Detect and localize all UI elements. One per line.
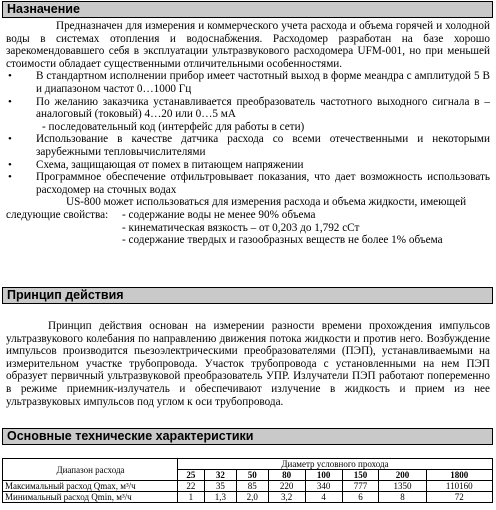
section-header-purpose: Назначение [2,1,493,18]
table-row [3,492,493,503]
diameter-cell: 80 [268,470,305,481]
purpose-intro: Предназначен для измерения и коммерческого учета расхода и объема горячей и холодной воды в системах отопления и водоснабжения. Расходомер разработан на базе хорошо зарекомендовавшего себя в эксплуатации ультразвукового расходомера UFM-001, но при меньшей стоимости обладает существенными отличительными особенностями. [6,20,490,70]
principle-text: Принцип действия основан на измерении разности времени прохождения импульсов ультразвукового колебания по направлению движения потока жидкости и против него. Возбуждение импульсов производится пьезоэлектрическими преобразователями (ПЭП), устанавливаемыми на измерительном участке трубопровода. Участок трубопровода с установленными на нем ПЭП образует первичный ультразвуковой преобразователь УПР. Излучатели ПЭП работают попеременно в режиме приемник-излучатель и обеспечивают излучение в жидкость и прием из нее ультразвуковых импульсов под углом к оси трубопровода. [6,320,490,408]
diameter-cell: 100 [305,470,342,481]
table-cell: 1350 [379,481,426,492]
diameter-cell: 150 [342,470,379,481]
bullet-item [6,133,490,158]
properties-label: следующие свойства: [6,208,109,221]
purpose-section [6,20,490,247]
property-item: - кинематическая вязкость – от 0,203 до 1,792 сСт [122,221,360,234]
table-row [3,481,493,492]
bullet-text: По желанию заказчика устанавливается преобразователь частотного выходного сигнала в – аналоговый (токовый) 4…20 или 0…5 мА [36,95,490,121]
table-cell: 4 [305,492,342,503]
table-cell: 6 [342,492,379,503]
table-cell: 340 [305,481,342,492]
table-cell: 220 [268,481,305,492]
bullet-item [6,171,490,196]
bullet-marker: • [8,158,12,171]
diameter-cell: 1800 [426,470,493,481]
bullet-marker: • [8,171,12,184]
table-cell: 1 [178,492,205,503]
bullet-marker: • [8,95,12,108]
bullet-sub-item: - последовательный код (интерфейс для работы в сети) [42,120,305,133]
bullet-text: Схема, защищающая от помех в питающем напряжении [36,158,304,171]
properties-list [6,209,490,247]
bullet-item [6,70,490,95]
diameter-cell: 32 [204,470,236,481]
specs-table [2,458,493,503]
row-label: Минимальный расход Qmin, м³/ч [3,492,178,503]
table-row [3,459,493,470]
table-cell: 110160 [426,481,493,492]
diameter-cell: 200 [379,470,426,481]
bullet-marker: • [8,70,12,83]
section-header-principle: Принцип действия [2,287,493,304]
table-cell: 72 [426,492,493,503]
property-item: - содержание воды не менее 90% объема [122,208,316,221]
diameter-cell: 50 [236,470,268,481]
principle-section [6,320,490,408]
bullet-item [6,159,490,172]
table-cell: 2,0 [236,492,268,503]
table-cell: 777 [342,481,379,492]
table-cell: 8 [379,492,426,503]
bullet-text: В стандартном исполнении прибор имеет частотный выход в форме меандра с амплитудой 5 В и диапазоном частот 0…1000 Гц [36,70,490,95]
table-cell: 22 [178,481,205,492]
range-header: Диапазон расхода [3,459,178,481]
row-label: Максимальный расход Qmax, м³/ч [3,481,178,492]
table-cell: 1,3 [204,492,236,503]
property-item: - содержание твердых и газообразных веществ не более 1% объема [122,234,443,247]
bullet-text: Программное обеспечение отфильтровывает показания, что дает возможность использовать расходомер на сточных водах [36,171,490,196]
bullet-text: Использование в качестве датчика расхода со всеми отечественными и некоторыми зарубежными тепловычислителями [36,133,490,158]
diameter-header: Диаметр условного прохода [178,459,493,470]
bullet-item [6,96,490,121]
table-cell: 35 [204,481,236,492]
table-cell: 85 [236,481,268,492]
usage-line: US-800 может использоваться для измерения расхода и объема жидкости, имеющей [66,196,467,209]
diameter-cell: 25 [178,470,205,481]
section-header-specs: Основные технические характеристики [2,428,493,445]
bullet-marker: • [8,133,12,146]
table-cell: 3,2 [268,492,305,503]
